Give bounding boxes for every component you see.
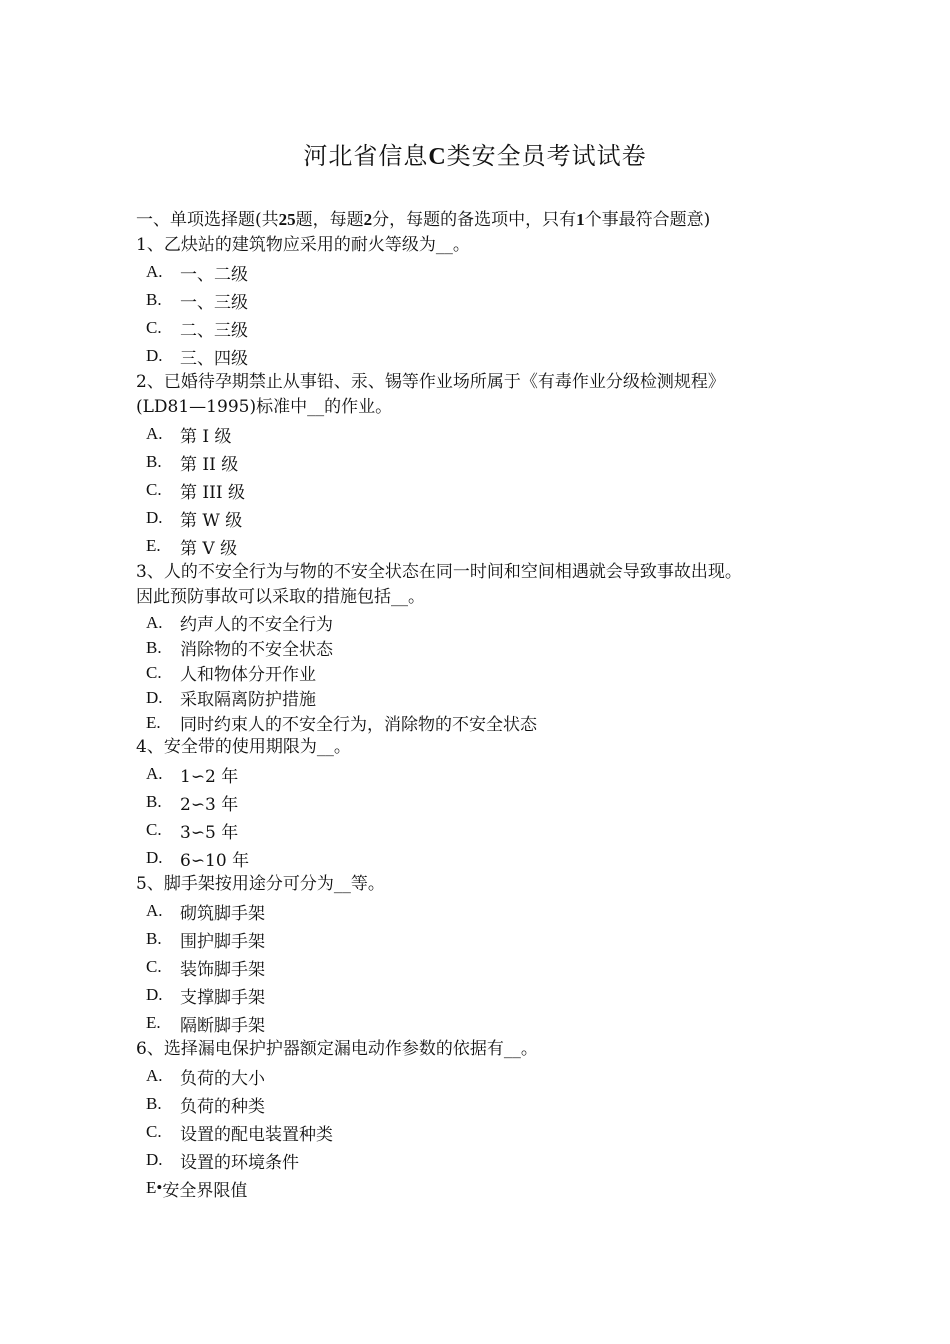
option: [146, 685, 836, 710]
option-list: [146, 610, 836, 735]
option-key: E.: [146, 1013, 161, 1032]
option: [146, 504, 836, 532]
option-key: B.: [146, 452, 162, 471]
option-key: C.: [146, 318, 162, 337]
option-key: D.: [146, 508, 163, 527]
option: [146, 448, 836, 476]
option-text: 采取隔离防护措施: [180, 690, 316, 710]
option: [146, 610, 836, 635]
option: [146, 981, 836, 1009]
option-text: 一、三级: [180, 292, 248, 313]
section-text: 个事最符合题意): [584, 210, 711, 230]
option: [146, 532, 836, 560]
option-text: 1∽2 年: [180, 766, 239, 787]
option-key: B.: [146, 290, 162, 309]
option-text: 3∽5 年: [180, 822, 239, 843]
option-key: E•: [146, 1178, 163, 1197]
section-heading: [136, 207, 836, 233]
question-stem: 6、选择漏电保护护器额定漏电动作参数的依据有__。: [136, 1039, 538, 1059]
option: [146, 258, 836, 286]
option-key: A.: [146, 901, 163, 920]
option-text: 负荷的大小: [180, 1068, 265, 1089]
section-text: 分，每题的备选项中，只有: [372, 210, 577, 230]
option: [146, 1174, 836, 1202]
option: [146, 760, 836, 788]
question-stem: 3、人的不安全行为与物的不安全状态在同一时间和空间相遇就会导致事故出现。: [136, 562, 742, 582]
option-text: 约声人的不安全行为: [180, 615, 333, 635]
option: [146, 788, 836, 816]
option-key: A.: [146, 764, 163, 783]
option: [146, 1009, 836, 1037]
option-key: A.: [146, 1066, 163, 1085]
option-text: 第 W 级: [180, 510, 243, 531]
title-pre: 河北省信息: [303, 142, 429, 170]
option-text: 一、二级: [180, 264, 248, 285]
option-list: [146, 258, 836, 370]
option-text: 三、四级: [180, 348, 248, 369]
option-key: D.: [146, 687, 163, 707]
option: [146, 635, 836, 660]
option: [146, 710, 836, 735]
option: [146, 1090, 836, 1118]
section-text: 题，每题: [295, 210, 364, 230]
question-stem: 4、安全带的使用期限为__。: [136, 737, 351, 757]
option: [146, 844, 836, 872]
option-text: 隔断脚手架: [180, 1015, 265, 1036]
option-text: 消除物的不安全状态: [180, 640, 333, 660]
option: [146, 1062, 836, 1090]
section-number: 1: [576, 210, 585, 229]
page-title: [0, 136, 950, 171]
option-text: 2∽3 年: [180, 794, 239, 815]
option-key: A.: [146, 262, 163, 281]
option-text: 第 I 级: [180, 426, 232, 447]
option: [146, 342, 836, 370]
option-key: E.: [146, 536, 161, 555]
option-key: C.: [146, 820, 162, 839]
option: [146, 816, 836, 844]
question-stem-continued: (LD81—1995)标准中__的作业。: [136, 397, 393, 417]
option: [146, 897, 836, 925]
option-text: 设置的配电装置种类: [180, 1124, 333, 1145]
option-key: A.: [146, 424, 163, 443]
option-key: D.: [146, 848, 163, 867]
option: [146, 1118, 836, 1146]
option: [146, 953, 836, 981]
option-text: 6∽10 年: [180, 850, 250, 871]
option-text: 同时约束人的不安全行为，消除物的不安全状态: [180, 715, 537, 735]
option: [146, 314, 836, 342]
title-post: 类安全员考试试卷: [446, 142, 647, 170]
option-key: C.: [146, 1122, 162, 1141]
option-key: D.: [146, 985, 163, 1004]
option-key: C.: [146, 957, 162, 976]
option-list: [146, 1062, 836, 1202]
option-key: B.: [146, 929, 162, 948]
option-text: 围护脚手架: [180, 931, 265, 952]
option-key: D.: [146, 1150, 163, 1169]
option-text: 设置的环境条件: [180, 1152, 299, 1173]
option: [146, 476, 836, 504]
exam-content: [136, 207, 836, 1202]
option-text: 支撑脚手架: [180, 987, 265, 1008]
option-key: D.: [146, 346, 163, 365]
section-text: 一、单项选择题(共: [136, 210, 279, 230]
option-text: 第 V 级: [180, 538, 238, 559]
option-key: A.: [146, 612, 163, 632]
option-key: B.: [146, 1094, 162, 1113]
option-key: B.: [146, 637, 162, 657]
option-text: 砌筑脚手架: [180, 903, 265, 924]
question-stem: 5、脚手架按用途分可分为__等。: [136, 874, 385, 894]
question-stem: 1、乙炔站的建筑物应采用的耐火等级为__。: [136, 235, 470, 255]
option-text: 第 III 级: [180, 482, 245, 503]
option-text: 负荷的种类: [180, 1096, 265, 1117]
title-bold: C: [428, 144, 447, 170]
section-number: 25: [278, 210, 296, 229]
option-text: 装饰脚手架: [180, 959, 265, 980]
option: [146, 925, 836, 953]
question-stem-continued: 因此预防事故可以采取的措施包括__。: [136, 587, 425, 607]
option-key: C.: [146, 662, 162, 682]
option-key: B.: [146, 792, 162, 811]
option-text: 安全界限值: [162, 1180, 248, 1201]
option: [146, 1146, 836, 1174]
option-text: 人和物体分开作业: [180, 665, 316, 685]
option-list: [146, 897, 836, 1037]
option: [146, 286, 836, 314]
question-stem: 2、已婚待孕期禁止从事铅、汞、锡等作业场所属于《有毒作业分级检测规程》: [136, 372, 725, 392]
option-text: 二、三级: [180, 320, 248, 341]
option-key: C.: [146, 480, 162, 499]
section-number: 2: [363, 210, 373, 229]
option-key: E.: [146, 712, 161, 732]
option-text: 第 II 级: [180, 454, 239, 475]
option: [146, 660, 836, 685]
option-list: [146, 420, 836, 560]
option-list: [146, 760, 836, 872]
option: [146, 420, 836, 448]
